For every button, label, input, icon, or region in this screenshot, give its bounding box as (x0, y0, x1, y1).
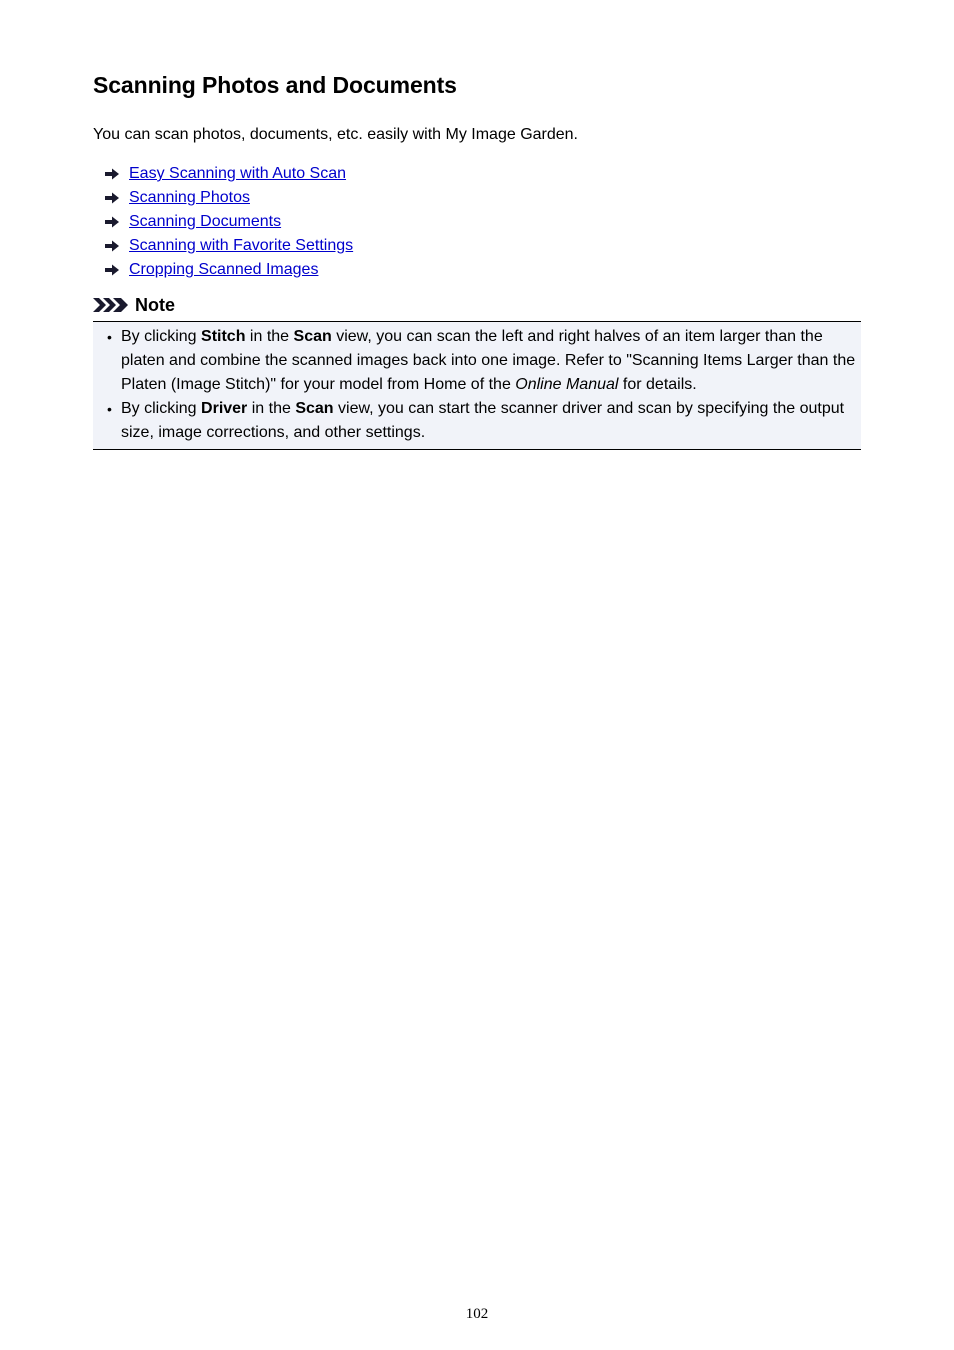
ui-term-scan: Scan (295, 400, 334, 417)
note-text: for details. (618, 376, 697, 393)
note-header (93, 292, 175, 318)
arrow-right-icon (104, 192, 120, 204)
related-links-list (104, 162, 353, 282)
link-item-scanning-documents (104, 210, 353, 234)
arrow-right-icon (104, 216, 120, 228)
ui-term-scan: Scan (293, 328, 332, 345)
note-item-driver (93, 397, 861, 445)
note-label: Note (135, 294, 175, 315)
arrow-right-icon (104, 168, 120, 180)
note-text: in the (247, 400, 296, 417)
note-list (93, 325, 861, 445)
arrow-right-icon (104, 264, 120, 276)
page-title: Scanning Photos and Documents (93, 72, 457, 98)
note-box (93, 321, 861, 450)
bullet: • (107, 329, 112, 345)
link-easy-scanning-with-auto-scan[interactable]: Easy Scanning with Auto Scan (129, 165, 347, 182)
note-text: view, you can start the scanner driver and scan by specifying the output size, image corrections, and other settings. (121, 400, 845, 441)
link-scanning-documents[interactable]: Scanning Documents (129, 213, 282, 230)
link-item-favorite-settings (104, 234, 353, 258)
ui-term-stitch: Stitch (201, 328, 246, 345)
arrow-right-icon (104, 240, 120, 252)
link-cropping-scanned-images[interactable]: Cropping Scanned Images (129, 261, 319, 278)
note-chevron-icon (93, 297, 131, 313)
link-item-scanning-photos (104, 186, 353, 210)
bullet: • (107, 401, 112, 417)
manual-title: Online Manual (515, 376, 619, 393)
note-text: By clicking (121, 328, 202, 345)
note-text: view, you can scan the left and right halves of an item larger than the platen and combine the scanned images back into one image. Refer to "Scanning Items Larger than the Platen (Image Stitch)" for your model from Home of the (121, 328, 856, 393)
link-item-cropping (104, 258, 353, 282)
link-scanning-photos[interactable]: Scanning Photos (129, 189, 250, 206)
note-item-stitch (93, 325, 861, 397)
page-number: 102 (465, 1306, 489, 1322)
ui-term-driver: Driver (201, 400, 248, 417)
link-item-easy-scanning (104, 162, 353, 186)
link-scanning-with-favorite-settings[interactable]: Scanning with Favorite Settings (129, 237, 354, 254)
intro-text: You can scan photos, documents, etc. easily with My Image Garden. (93, 126, 578, 143)
note-text: By clicking (121, 400, 202, 417)
note-text: in the (245, 328, 294, 345)
